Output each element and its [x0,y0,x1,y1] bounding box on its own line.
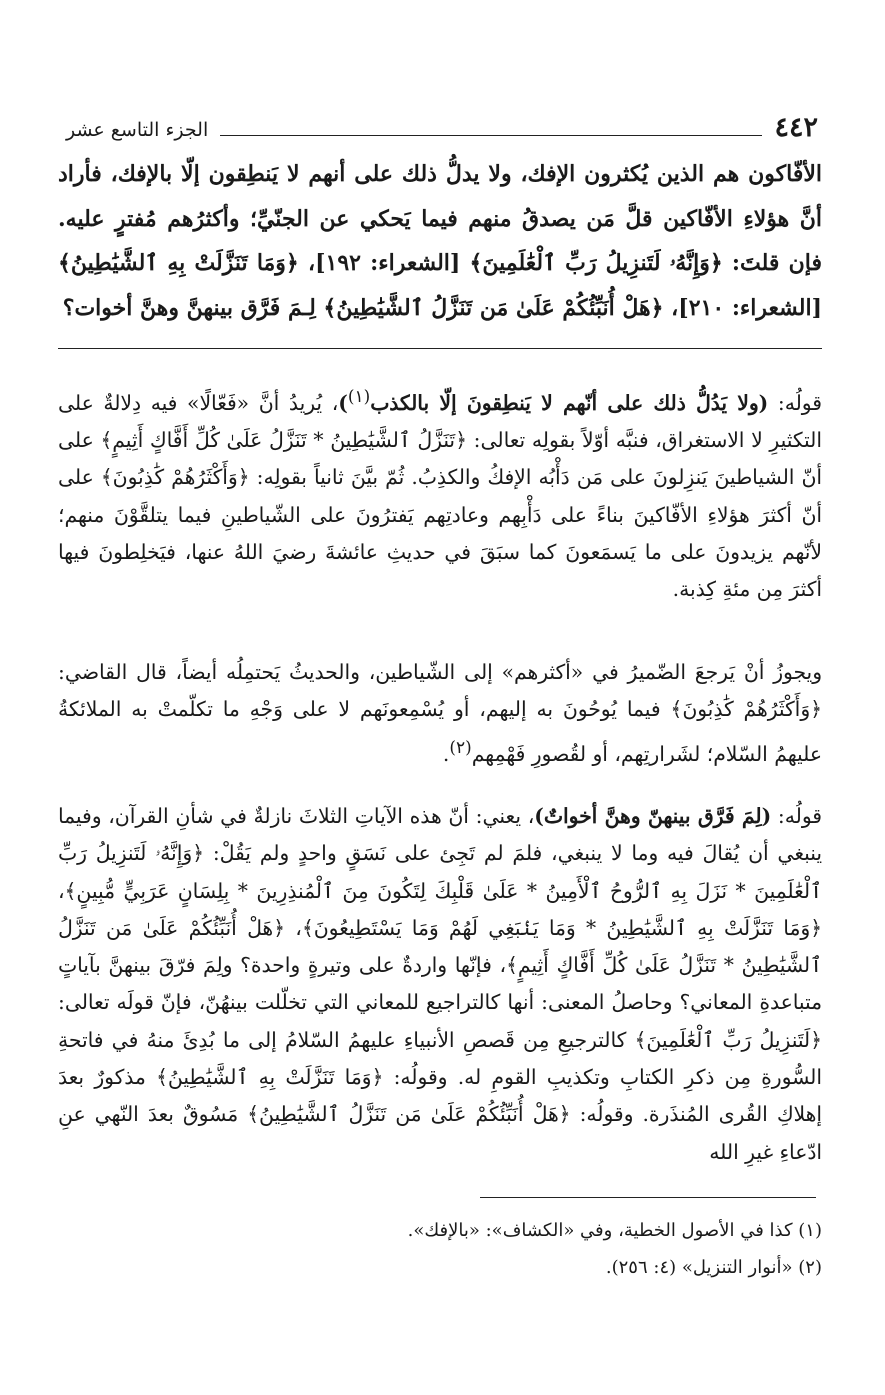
header-rule [220,135,762,136]
footnote-ref-1[interactable]: (١) [347,386,371,406]
footnote-1: (١) كذا في الأصول الخطية، وفي «الكشاف»: «بالإفك». [407,1220,822,1241]
commentary-paragraph-3 [58,798,822,1171]
footnote-divider [480,1197,816,1198]
commentary-quote: (لِمَ فَرَّق بينهنّ وهنَّ أخواتٌ) [534,804,772,828]
main-text-divider [58,348,822,349]
commentary-paragraph-1 [58,378,822,609]
main-text: الأفّاكون هم الذين يُكثرون الإفك، ولا يدلُّ ذلك على أنهم لا يَنطِقون إلّا بالإفك، فأراد أنَّ هؤلاءِ الأفّاكين قلَّ مَن يصدقُ منهم فيما يَحكي عن الجنّيِّ؛ وأكثرُهم مُفترٍ عليه. فإن قلتَ: ﴿وَإِنَّهُۥ لَتَنزِيلُ رَبِّ ٱلْعَٰلَمِينَ﴾ [الشعراء: ١٩٢]، ﴿وَمَا تَنَزَّلَتْ بِهِ ٱلشَّيَٰطِينُ﴾ [الشعراء: ٢١٠]، ﴿هَلْ أُنَبِّئُكُمْ عَلَىٰ مَن تَنَزَّلُ ٱلشَّيَٰطِينُ﴾ لِـمَ فَرَّق بينهنَّ وهنَّ أخوات؟ [58,161,822,321]
footnote-2: (٢) «أنوار التنزيل» (٤: ٢٥٦). [605,1257,822,1278]
page-number: ٤٤٢ [774,112,818,143]
commentary-body: ، يُريدُ أنَّ «فَعّالًا» فيه دِلالةٌ على التكثيرِ لا الاستغراق، فنبَّه أوّلاً بقولِه تعالى: ﴿تَنَزَّلُ ٱلشَّيَٰطِينُ * تَنَزَّلُ عَلَىٰ كُلِّ أَفَّاكٍ أَثِيمٍ﴾ على أنّ الشياطينَ يَنزِلونَ على مَن دَأْبُه الإفكُ والكذِبُ. ثُمّ بيَّنَ ثانياً بقولِه: ﴿وَأَكْثَرُهُمْ كَٰذِبُونَ﴾ على أنّ أكثرَ هؤلاءِ الأفّاكينَ بناءً على دَأْبِهم وعادتِهم يَفترُونَ على الشّياطينِ فيما يتلقَّوْنَ منهم؛ لأنّهم يزيدونَ على ما يَسمَعونَ كما سبَقَ في حديثِ عائشةَ رضيَ اللهُ عنها، فيَخلِطونَ فيها أكثرَ مِن مئةِ كِذبة. [58,390,822,602]
commentary-paragraph-2 [58,654,822,773]
running-title: الجزء التاسع عشر [66,119,209,141]
page-header [66,104,818,144]
commentary-lead: قولُه: [768,390,822,415]
commentary-quote-close: ) [338,390,348,415]
commentary-body: ، يعني: أنّ هذه الآياتِ الثلاثَ نازلةٌ في شأنِ القرآن، وفيما ينبغي أن يُقالَ فيه وما لا ينبغي، فلمَ لم تَجِئ على نَسَقٍ واحدٍ ولم يَقُلْ: ﴿وَإِنَّهُۥ لَتَنزِيلُ رَبِّ ٱلْعَٰلَمِينَ * نَزَلَ بِهِ ٱلرُّوحُ ٱلْأَمِينُ * عَلَىٰ قَلْبِكَ لِتَكُونَ مِنَ ٱلْمُنذِرِينَ * بِلِسَانٍ عَرَبِيٍّ مُّبِينٍ﴾، ﴿وَمَا تَنَزَّلَتْ بِهِ ٱلشَّيَٰطِينُ * وَمَا يَنۢبَغِي لَهُمْ وَمَا يَسْتَطِيعُونَ﴾، ﴿هَلْ أُنَبِّئُكُمْ عَلَىٰ مَن تَنَزَّلُ ٱلشَّيَٰطِينُ * تَنَزَّلُ عَلَىٰ كُلِّ أَفَّاكٍ أَثِيمٍ﴾، فإنّها واردةٌ على وتيرةٍ واحدة؟ ولِمَ فرّقَ بينهنَّ بآياتٍ متباعدةِ المعاني؟ وحاصلُ المعنى: أنها كالتراجيع للمعاني التي تخلّلت بينهُنّ، فإنّ قولَه تعالى: ﴿لَتَنزِيلُ رَبِّ ٱلْعَٰلَمِينَ﴾ كالترجيعِ مِن قَصصِ الأنبياءِ عليهمُ السّلامُ إلى ما بُدِئَ منهُ في فاتحةِ السُّورةِ مِن ذكرِ الكتابِ وتكذيبِ القومِ له. وقولُه: ﴿وَمَا تَنَزَّلَتْ بِهِ ٱلشَّيَٰطِينُ﴾ مذكورٌ بعدَ إهلاكِ القُرى المُنذَرة. وقولُه: ﴿هَلْ أُنَبِّئُكُمْ عَلَىٰ مَن تَنَزَّلُ ٱلشَّيَٰطِينُ﴾ مَسُوقٌ بعدَ النّهي عنِ ادّعاءِ غيرِ الله [58,804,822,1164]
commentary-body: ويجوزُ أنْ يَرجعَ الضّميرُ في «أكثرهم» إلى الشّياطين، والحديثُ يَحتمِلُه أيضاً، قال القاضي: ﴿وَأَكْثَرُهُمْ كَٰذِبُونَ﴾ فيما يُوحُونَ به إليهم، أو يُسْمِعونَهم لا على وَجْهِ ما تكلّمتْ به الملائكةُ عليهمُ السّلام؛ لشَرارتِهم، أو لقُصورِ فَهْمِهم [58,660,822,766]
commentary-lead: قولُه: [771,804,822,828]
footnote-ref-2[interactable]: (٢) [449,736,472,757]
commentary-quote: (ولا يَدُلُّ ذلك على أنّهم لا يَنطِقونَ إلّا بالكذب [370,390,769,415]
commentary-end: . [442,741,450,766]
